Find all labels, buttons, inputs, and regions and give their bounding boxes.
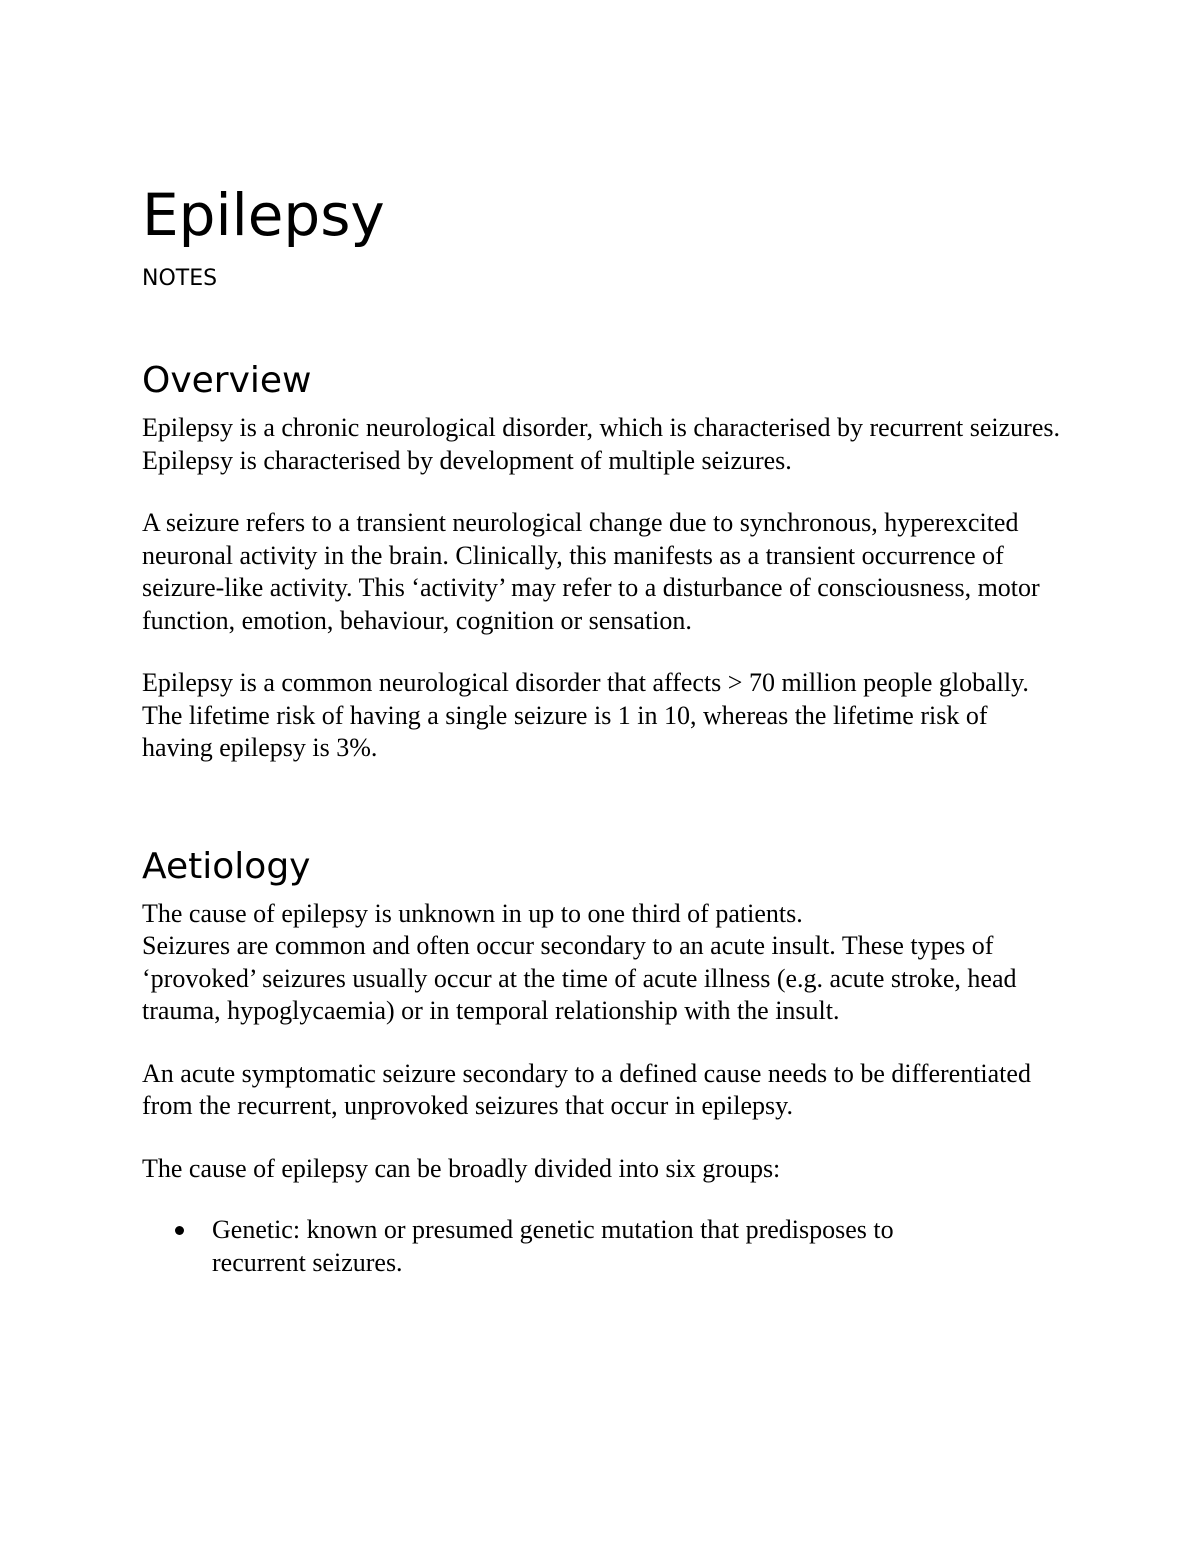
paragraph: Epilepsy is a common neurological disorder that affects > 70 million people globally. The lifetime risk of having a single seizure is 1 in 10, whereas the lifetime risk of having epilepsy is 3%. [142,668,1029,762]
paragraph: The cause of epilepsy is unknown in up to one third of patients. [142,898,803,928]
paragraph: A seizure refers to a transient neurological change due to synchronous, hyperexcited neuronal activity in the brain. Clinically, this manifests as a transient occurrence of seizure-like activity. This ‘activity’ may refer to a disturbance of consciousness, motor function, emotion, behaviour, cognition or sensation. [142,508,1040,635]
paragraph: Epilepsy is characterised by development of multiple seizures. [142,445,792,475]
paragraph: An acute symptomatic seizure secondary to a defined cause needs to be differentiated from the recurrent, unprovoked seizures that occur in epilepsy. [142,1058,1031,1120]
paragraph: Epilepsy is a chronic neurological disorder, which is characterised by recurrent seizures. [142,413,1060,442]
paragraph: The cause of epilepsy can be broadly divided into six groups: [142,1153,781,1183]
list-item-text: Genetic: known or presumed genetic mutation that predisposes to recurrent seizures. [212,1215,894,1277]
section-heading-overview: Overview [142,360,312,401]
bullet-list [142,1214,1062,1279]
bullet-icon [175,1226,184,1235]
list-item [212,1214,972,1279]
document-subtitle: NOTES [142,266,218,291]
section-overview [142,356,1062,765]
document-body [142,176,1062,1279]
section-heading-aetiology: Aetiology [142,845,311,887]
document-title: Epilepsy [142,181,385,249]
paragraph: Seizures are common and often occur secondary to an acute insult. These types of ‘provoked’ seizures usually occur at the time of acute illness (e.g. acute stroke, head trauma, hypoglycaemia) or in temporal relationship with the insult. [142,931,1017,1025]
section-aetiology [142,842,1062,1280]
